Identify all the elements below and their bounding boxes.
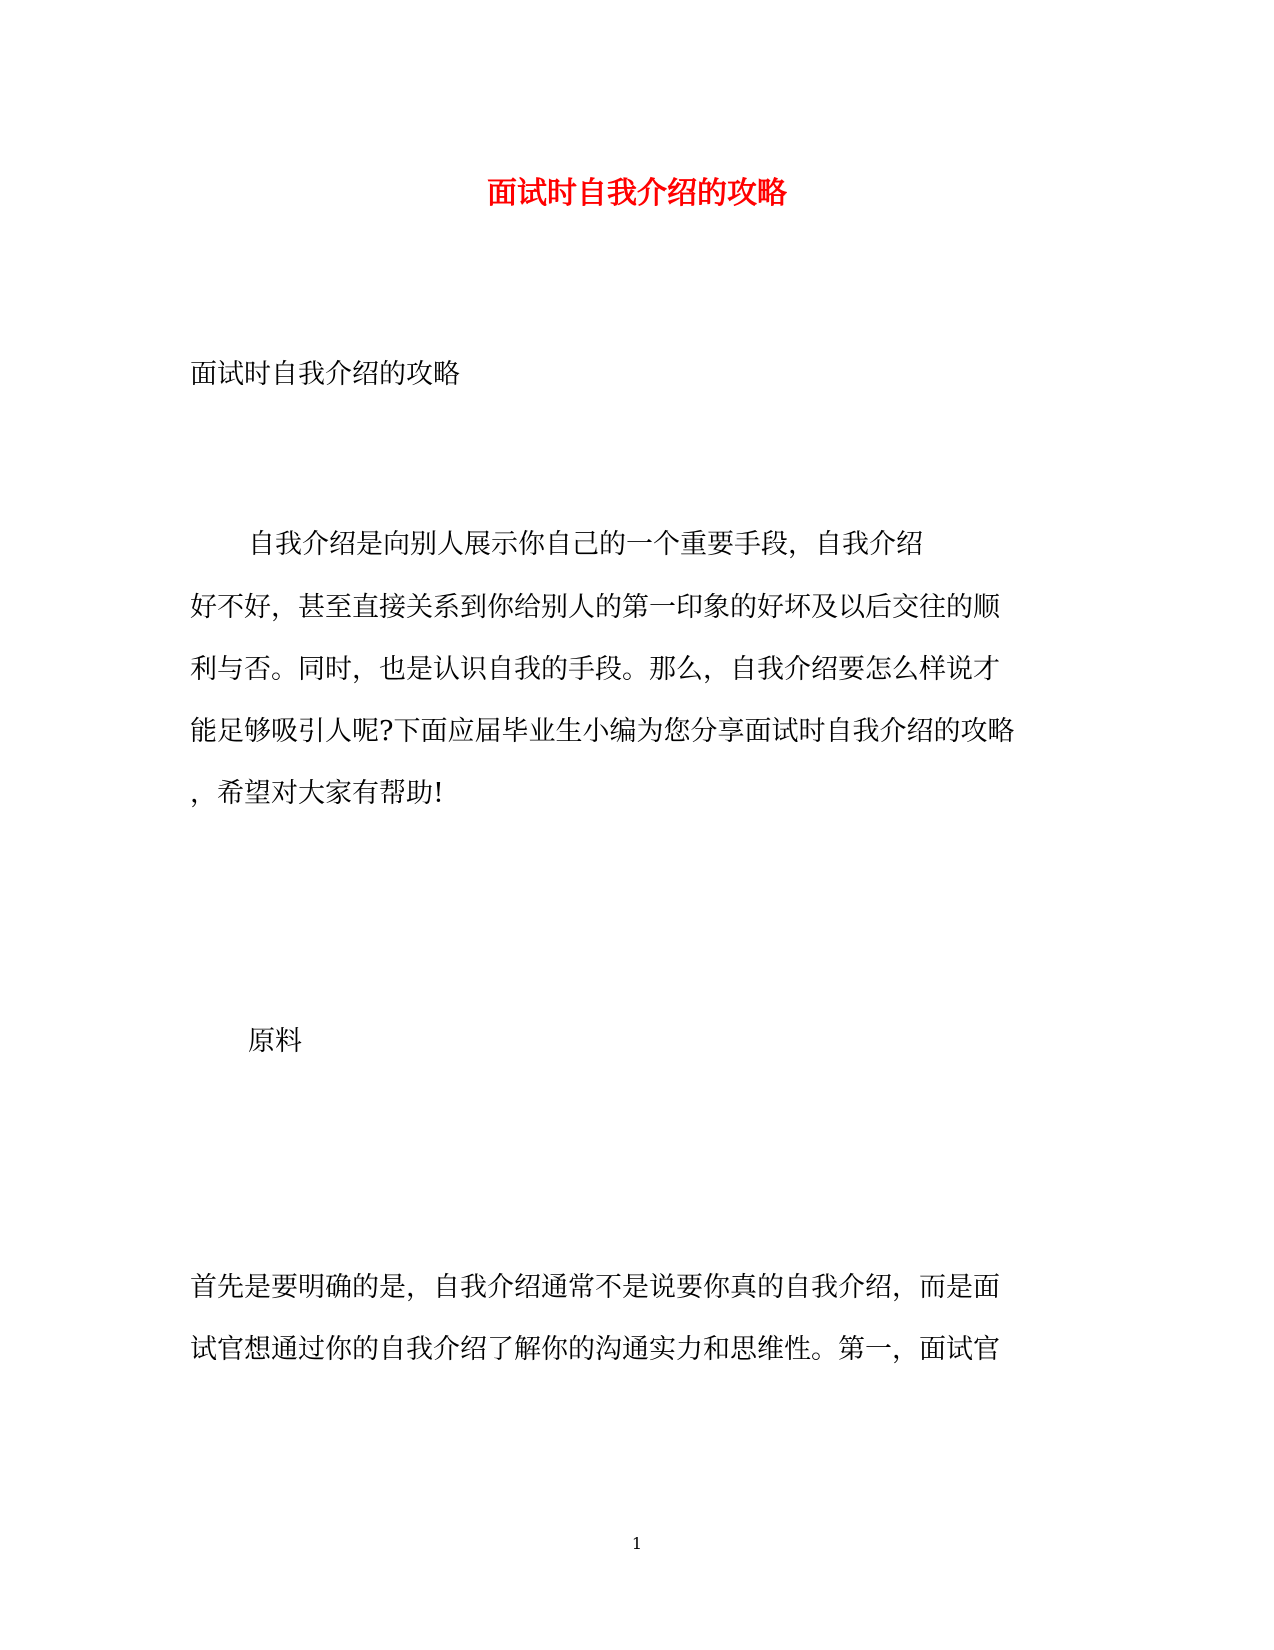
intro-line: 好不好，甚至直接关系到你给别人的第一印象的好坏及以后交往的顺: [190, 592, 1000, 623]
intro-line: ，希望对大家有帮助!: [190, 778, 444, 809]
page-number: 1: [631, 1534, 643, 1553]
intro-line: 利与否。同时，也是认识自我的手段。那么，自我介绍要怎么样说才: [190, 654, 1000, 685]
section-heading: 原料: [248, 1026, 302, 1057]
intro-line: 能足够吸引人呢?下面应届毕业生小编为您分享面试时自我介绍的攻略: [190, 716, 1015, 747]
body-line: 试官想通过你的自我介绍了解你的沟通实力和思维性。第一，面试官: [190, 1334, 1000, 1365]
document-title: 面试时自我介绍的攻略: [487, 176, 787, 211]
document-subtitle: 面试时自我介绍的攻略: [190, 359, 460, 390]
body-line: 首先是要明确的是，自我介绍通常不是说要你真的自我介绍，而是面: [190, 1272, 1000, 1303]
intro-line: 自我介绍是向别人展示你自己的一个重要手段，自我介绍: [248, 529, 923, 560]
